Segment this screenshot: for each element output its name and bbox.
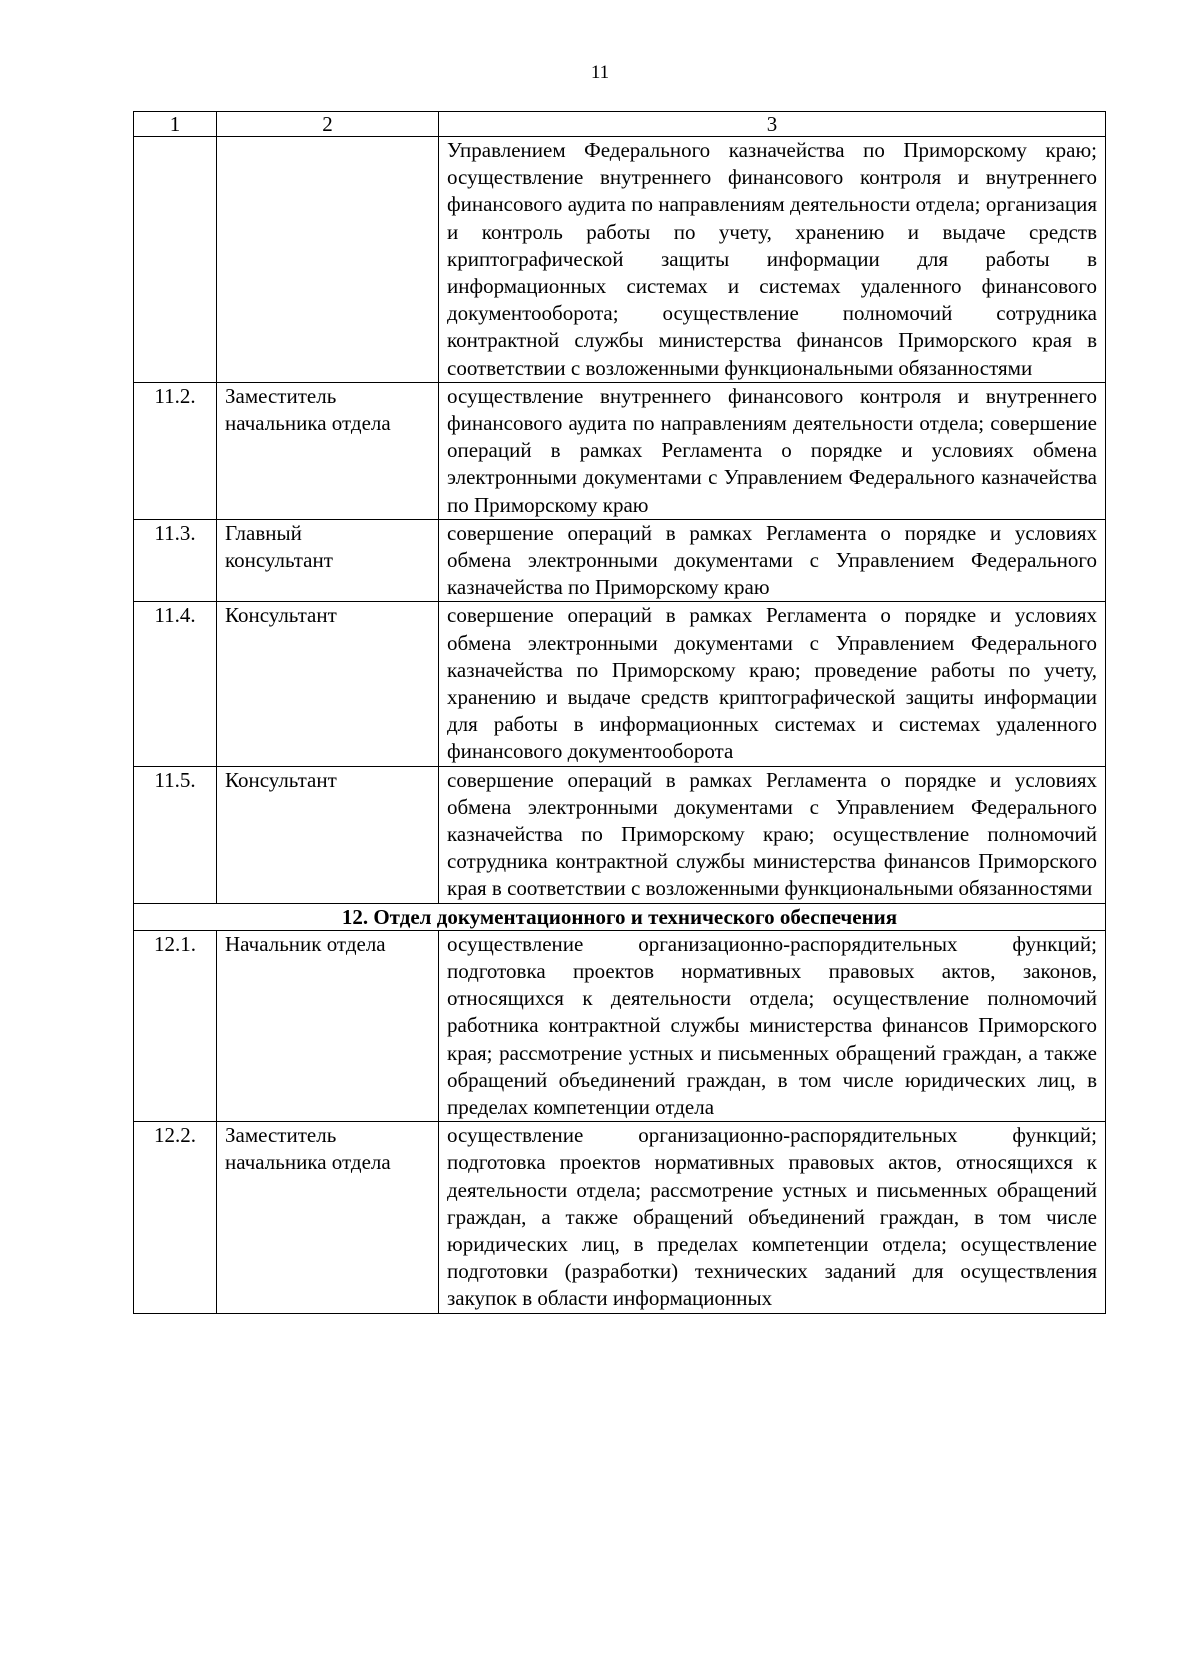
duties-text: осуществление организационно-распорядительных функций; подготовка проектов нормативных правовых актов, законов, относящихся к деятельности отдела; осуществление полномочий работника контрактной службы министерства финансов Приморского края; рассмотрение устных и письменных обращений граждан, а также обращений объединений граждан, в том числе юридических лиц, в пределах компетенции отдела xyxy=(439,930,1106,1121)
duties-text: совершение операций в рамках Регламента о порядке и условиях обмена электронными документами с Управлением Федерального казначейства по Приморскому краю xyxy=(439,519,1106,602)
row-number: 11.3. xyxy=(134,519,217,602)
duties-table-body xyxy=(134,112,1106,1314)
position-line: Главный xyxy=(225,520,302,545)
row-number xyxy=(134,137,217,383)
header-col-3: 3 xyxy=(439,112,1106,137)
position-line: Консультант xyxy=(225,767,337,792)
row-number: 12.1. xyxy=(134,930,217,1121)
position-line: консультант xyxy=(225,548,333,573)
duties-text: осуществление организационно-распорядительных функций; подготовка проектов нормативных правовых актов, относящихся к деятельности отдела; рассмотрение устных и письменных обращений граждан, а также обращений объединений граждан, в том числе юридических лиц, в пределах компетенции отдела; осуществление подготовки (разработки) технических заданий для осуществления закупок в области информационных xyxy=(439,1122,1106,1313)
table-row xyxy=(134,602,1106,766)
position-title xyxy=(217,1122,439,1313)
row-number: 12.2. xyxy=(134,1122,217,1313)
duties-text: совершение операций в рамках Регламента о порядке и условиях обмена электронными документами с Управлением Федерального казначейства по Приморскому краю; проведение работы по учету, хранению и выдаче средств криптографической защиты информации для работы в информационных системах и системах удаленного финансового документооборота xyxy=(439,602,1106,766)
section-header-row xyxy=(134,903,1106,930)
page-number: 11 xyxy=(590,62,610,83)
table-row xyxy=(134,137,1106,383)
table-row xyxy=(134,766,1106,903)
row-number: 11.2. xyxy=(134,382,217,519)
duties-text: Управлением Федерального казначейства по Приморскому краю; осуществление внутреннего финансового контроля и внутреннего финансового аудита по направлениям деятельности отдела; организация и контроль работы по учету, хранению и выдаче средств криптографической защиты информации для работы в информационных системах и системах удаленного финансового документооборота; осуществление полномочий сотрудника контрактной службы министерства финансов Приморского края в соответствии с возложенными функциональными обязанностями xyxy=(439,137,1106,383)
position-line: Заместитель xyxy=(225,383,337,408)
position-line: начальника отдела xyxy=(225,1150,391,1175)
header-col-1: 1 xyxy=(134,112,217,137)
duties-text: осуществление внутреннего финансового контроля и внутреннего финансового аудита по направлениям деятельности отдела; совершение операций в рамках Регламента о порядке и условиях обмена электронными документами с Управлением Федерального казначейства по Приморскому краю xyxy=(439,382,1106,519)
position-title xyxy=(217,930,439,1121)
table-row xyxy=(134,382,1106,519)
duties-table xyxy=(133,111,1106,1314)
row-number: 11.5. xyxy=(134,766,217,903)
table-row xyxy=(134,519,1106,602)
position-line: Начальник отдела xyxy=(225,931,386,956)
row-number: 11.4. xyxy=(134,602,217,766)
header-col-2: 2 xyxy=(217,112,439,137)
position-title xyxy=(217,137,439,383)
position-line: Консультант xyxy=(225,603,337,628)
section-title: 12. Отдел документационного и технического обеспечения xyxy=(134,903,1106,930)
table-row xyxy=(134,1122,1106,1313)
table-header-row xyxy=(134,112,1106,137)
table-row xyxy=(134,930,1106,1121)
position-title xyxy=(217,382,439,519)
duties-text: совершение операций в рамках Регламента о порядке и условиях обмена электронными документами с Управлением Федерального казначейства по Приморскому краю; осуществление полномочий сотрудника контрактной службы министерства финансов Приморского края в соответствии с возложенными функциональными обязанностями xyxy=(439,766,1106,903)
position-title xyxy=(217,519,439,602)
position-line: начальника отдела xyxy=(225,411,391,436)
position-title xyxy=(217,602,439,766)
position-title xyxy=(217,766,439,903)
position-line: Заместитель xyxy=(225,1123,337,1148)
